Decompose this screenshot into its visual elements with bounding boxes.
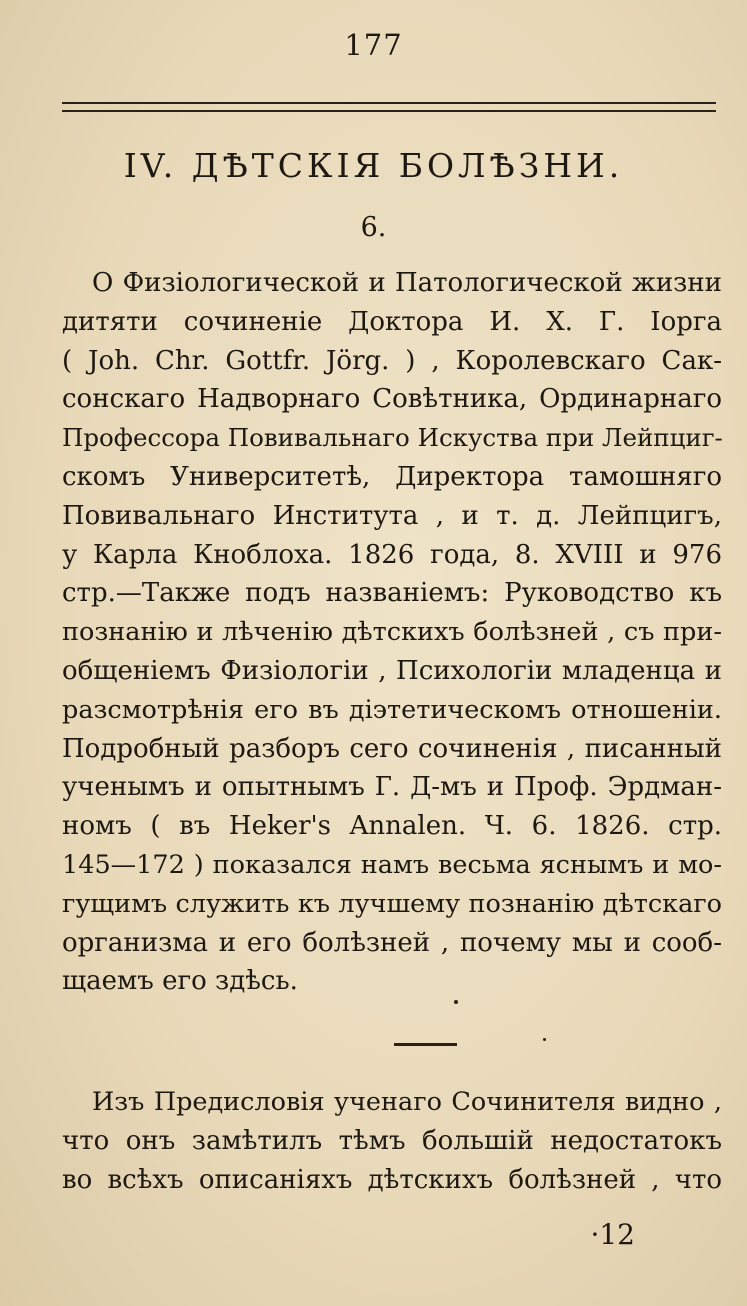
text-line: сонскаго Надворнаго Совѣтника, Ординарнаго	[62, 384, 722, 415]
text-line: организма и его болѣзней , почему мы и сооб-	[62, 927, 722, 958]
text-line: стр.—Также подъ названіемъ: Руководство къ	[62, 578, 722, 609]
text-line: ученымъ и опытнымъ Г. Д-мъ и Проф. Эрдман-	[62, 772, 722, 803]
text-line: познанію и лѣченію дѣтскихъ болѣзней , съ при-	[62, 617, 722, 648]
text-line: общеніемъ Физіологіи , Психологіи младенца и	[62, 655, 722, 686]
text-line: Повивальнаго Института , и т. д. Лейпцигъ,	[62, 500, 722, 531]
paragraph-two	[62, 1083, 722, 1199]
text-line: разсмотрѣнія его въ діэтетическомъ отношеніи.	[62, 694, 722, 725]
text-line: гущимъ служить къ лучшему познанію дѣтскаго	[62, 888, 722, 919]
header-double-rule	[62, 102, 716, 112]
text-line: во всѣхъ описаніяхъ дѣтскихъ болѣзней , что	[62, 1164, 722, 1195]
text-line: Изъ Предисловія ученаго Сочинителя видно ,	[92, 1087, 722, 1117]
text-line: скомъ Университетѣ, Директора тамошняго	[62, 461, 722, 492]
text-line: ( Joh. Chr. Gottfr. Jörg. ) , Королевскаго Сак-	[62, 345, 722, 376]
text-line: дитяти сочиненіе Доктора И. Х. Г. Іорга	[62, 306, 722, 337]
text-line: О Физіологической и Патологической жизни	[92, 268, 722, 298]
page-number: 177	[344, 28, 403, 62]
text-line: Профессора Повивальнаго Искуства при Лейпциг-	[62, 423, 723, 453]
section-divider	[394, 1043, 457, 1046]
signature-mark: ·12	[590, 1218, 635, 1251]
ink-speck	[543, 1038, 546, 1041]
paragraph-one	[62, 264, 722, 1001]
text-line: у Карла Кноблоха. 1826 года, 8. XVIII и 976	[62, 539, 722, 570]
text-line: что онъ замѣтилъ тѣмъ большій недостатокъ	[62, 1125, 722, 1156]
subsection-number: 6.	[360, 212, 387, 243]
section-title: IV. ДѢТСКІЯ БОЛѢЗНИ.	[123, 146, 624, 185]
ink-speck	[454, 1000, 458, 1004]
text-line: 145—172 ) показался намъ весьма яснымъ и мо-	[62, 849, 722, 880]
text-line: Подробный разборъ сего сочиненія , писанный	[62, 733, 722, 764]
text-line: щаемъ его здѣсь.	[62, 966, 298, 997]
text-line: номъ ( въ Heker's Annalen. Ч. 6. 1826. стр.	[62, 811, 722, 842]
